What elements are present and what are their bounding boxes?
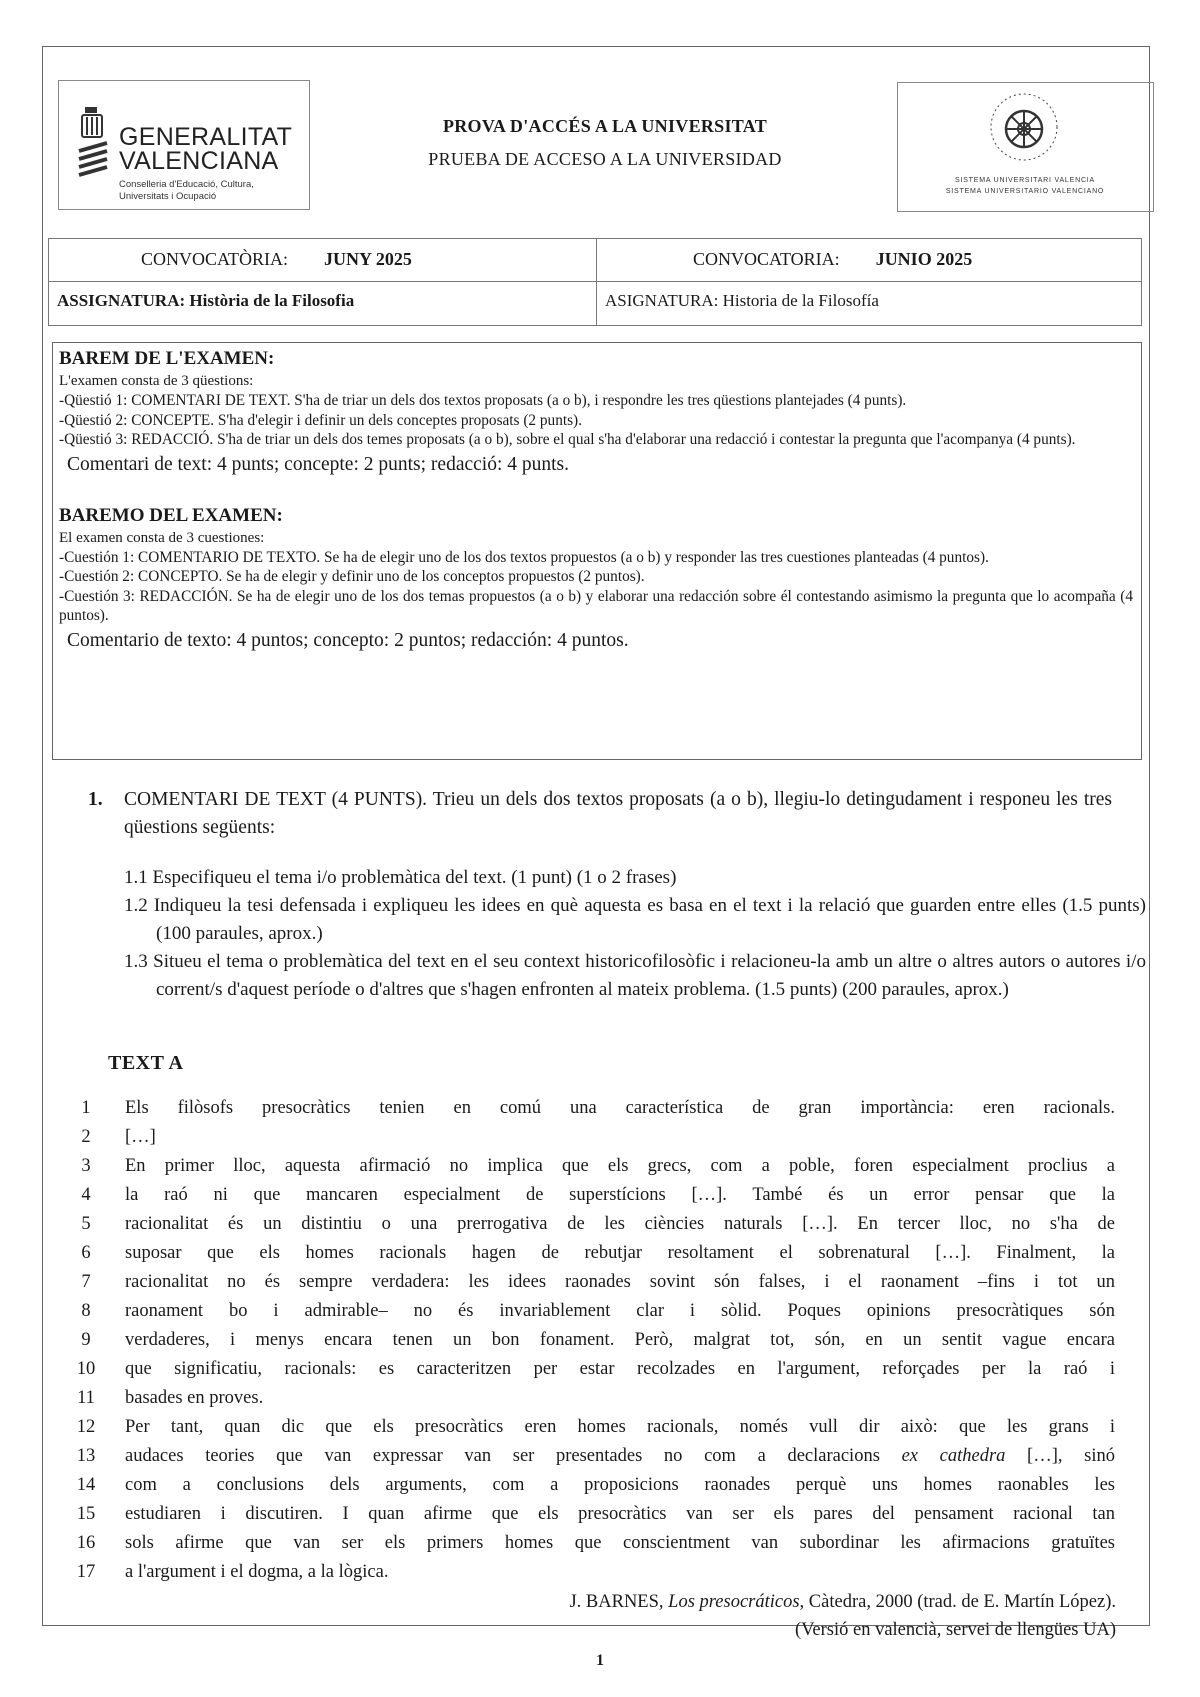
- line-text-part: […], sinó: [1005, 1446, 1115, 1466]
- line-number: 5: [81, 1214, 91, 1234]
- line-number: 9: [81, 1330, 91, 1350]
- text-line: [70, 1558, 1120, 1587]
- barem-q3-ca: -Qüestió 3: REDACCIÓ. S'ha de triar un dels dos temes proposats (a o b), sobre el qual s'ha d'elaborar una redacció i contestar la pregunta que l'acompanya (4 punts).: [59, 431, 1076, 448]
- subject-valencian: ASSIGNATURA: Història de la Filosofia: [57, 291, 355, 310]
- question-1-heading: [88, 786, 1112, 842]
- barem-title-ca: BAREM DE L'EXAMEN:: [59, 348, 275, 369]
- text-line: [70, 1152, 1120, 1181]
- convocatoria-value-ca: JUNY 2025: [324, 249, 412, 269]
- line-text: sols afirme que van ser els primers homes que conscientment van subordinar les afirmacions gratuïtes: [125, 1533, 1115, 1553]
- line-number: 3: [81, 1156, 91, 1176]
- text-line: [70, 1094, 1120, 1123]
- title-valencian: PROVA D'ACCÉS A LA UNIVERSITAT: [442, 116, 768, 136]
- line-number: 8: [81, 1301, 91, 1321]
- generalitat-name-line2: VALENCIANA: [119, 147, 279, 175]
- line-text: estudiaren i discutiren. I quan afirme que els presocràtics van ser els pares del pensament racional tan: [125, 1504, 1115, 1524]
- barem-summary-es: Comentario de texto: 4 puntos; concepto: 2 puntos; redacción: 4 puntos.: [67, 629, 629, 651]
- text-a-body: [70, 1094, 1120, 1587]
- line-text-italic: ex cathedra: [901, 1446, 1006, 1466]
- text-line: [70, 1239, 1120, 1268]
- line-text: a l'argument i el dogma, a la lògica.: [125, 1562, 389, 1582]
- text-line: [70, 1471, 1120, 1500]
- line-number: 14: [76, 1475, 96, 1495]
- text-line: [70, 1529, 1120, 1558]
- title-spanish: PRUEBA DE ACCESO A LA UNIVERSIDAD: [428, 149, 782, 169]
- text-line: [70, 1384, 1120, 1413]
- citation-title: Los presocráticos,: [668, 1592, 805, 1612]
- exam-info-table: [48, 238, 1142, 326]
- convocatoria-label-es: CONVOCATORIA:: [693, 249, 840, 269]
- generalitat-emblem-icon: [77, 107, 109, 179]
- text-line: [70, 1500, 1120, 1529]
- citation-line2: (Versió en valencià, servei de llengües UA): [794, 1620, 1116, 1640]
- subquestion-1-1: 1.1 Especifiqueu el tema i/o problemàtica del text. (1 punt) (1 o 2 frases): [124, 867, 677, 888]
- department-line2: Universitats i Ocupació: [119, 191, 217, 202]
- barem-q2-es: -Cuestión 2: CONCEPTO. Se ha de elegir y definir uno de los conceptos propuestos (2 puntos).: [59, 568, 645, 585]
- university-system-logo-box: [897, 82, 1154, 212]
- text-a-citation: [569, 1588, 1116, 1644]
- line-text: Els filòsofs presocràtics tenien en comú una característica de gran importància: eren racionals.: [125, 1098, 1115, 1118]
- line-text: En primer lloc, aquesta afirmació no implica que els grecs, com a poble, foren especialment proclius a: [125, 1156, 1115, 1176]
- line-text: [125, 1442, 1115, 1471]
- text-line: [70, 1123, 1120, 1152]
- text-line: [70, 1355, 1120, 1384]
- line-text: que significatiu, racionals: es caracteritzen per estar recolzades en l'argument, reforçades per la raó i: [125, 1359, 1115, 1379]
- line-number: 15: [76, 1504, 96, 1524]
- university-system-line1: SISTEMA UNIVERSITARI VALENCIÀ: [954, 177, 1096, 184]
- barem-q2-ca: -Qüestió 2: CONCEPTE. S'ha d'elegir i definir un dels conceptes proposats (2 punts).: [59, 411, 582, 429]
- barem-q1-es: -Cuestión 1: COMENTARIO DE TEXTO. Se ha de elegir uno de los dos textos propuestos (a o b) y responder las tres cuestiones planteadas (4 puntos).: [59, 548, 989, 566]
- line-number: 17: [76, 1562, 96, 1582]
- exam-header: [370, 116, 840, 170]
- line-number: 7: [81, 1272, 91, 1292]
- department-line1: Conselleria d'Educació, Cultura,: [119, 179, 254, 190]
- text-line: [70, 1326, 1120, 1355]
- barem-intro-ca: L'examen consta de 3 qüestions:: [59, 373, 254, 389]
- line-text-part: audaces teories que van expressar van ser presentades no com a declaracions: [125, 1446, 880, 1466]
- generalitat-name-line1: GENERALITAT: [119, 123, 293, 151]
- grading-scheme-box: [52, 342, 1142, 760]
- barem-summary-ca: Comentari de text: 4 punts; concepte: 2 punts; redacció: 4 punts.: [67, 453, 570, 475]
- line-number: 4: [81, 1185, 91, 1205]
- line-number: 16: [76, 1533, 96, 1553]
- line-text: com a conclusions dels arguments, com a proposicions raonades perquè uns homes raonables les: [125, 1475, 1115, 1495]
- line-number: 11: [77, 1388, 95, 1408]
- text-line: [70, 1413, 1120, 1442]
- barem-q1-ca: -Qüestió 1: COMENTARI DE TEXT. S'ha de triar un dels dos textos proposats (a o b), i respondre les tres qüestions plantejades (4 punts).: [59, 392, 907, 409]
- line-number: 10: [76, 1359, 96, 1379]
- line-text: verdaderes, i menys encara tenen un bon fonament. Però, malgrat tot, són, en un sentit vague encara: [125, 1330, 1115, 1350]
- line-text: raonament bo i admirable– no és invariablement clar i sòlid. Poques opinions presocràtiques són: [125, 1301, 1115, 1321]
- barem-title-es: BAREMO DEL EXAMEN:: [59, 504, 283, 526]
- line-number: 12: [76, 1417, 96, 1437]
- line-number: 13: [76, 1446, 96, 1466]
- university-system-line2: SISTEMA UNIVERSITARIO VALENCIANO: [945, 188, 1105, 195]
- citation-author: J. BARNES,: [569, 1592, 664, 1612]
- convocatoria-label-ca: CONVOCATÒRIA:: [141, 249, 289, 269]
- convocatoria-valencian: [141, 249, 412, 270]
- question-1-text: COMENTARI DE TEXT (4 PUNTS). Trieu un dels dos textos proposats (a o b), llegiu-lo detingudament i responeu les tres qüestions següents:: [124, 789, 1112, 838]
- subquestion-1-3: 1.3 Situeu el tema o problemàtica del text en el seu context historicofilosòfic i relacioneu-la amb un altre o altres autors o autores i/o corrent/s d'aquest període o d'altres que s'hagen enfronten al mateix problema. (1.5 punts) (200 paraules, aprox.): [124, 951, 1146, 1000]
- line-text: racionalitat és un distintiu o una prerrogativa de les ciències naturals […]. En tercer lloc, no s'ha de: [125, 1214, 1115, 1234]
- subject-spanish: ASIGNATURA: Historia de la Filosofía: [605, 291, 879, 310]
- barem-intro-es: El examen consta de 3 cuestiones:: [59, 529, 265, 546]
- text-line: [70, 1442, 1120, 1471]
- text-line: [70, 1181, 1120, 1210]
- barem-q3-es: -Cuestión 3: REDACCIÓN. Se ha de elegir uno de los dos temas propuestos (a o b) y elaborar una redacción sobre él contestando asimismo la pregunta que lo acompaña (4 puntos).: [59, 587, 1133, 624]
- subquestion-1-2: 1.2 Indiqueu la tesi defensada i expliqueu les idees en què aquesta es basa en el text i la relació que guarden entre elles (1.5 punts) (100 paraules, aprox.): [124, 895, 1146, 944]
- convocatoria-spanish: [693, 249, 972, 270]
- text-a-title: TEXT A: [108, 1052, 184, 1074]
- text-line: [70, 1210, 1120, 1239]
- page-number: 1: [596, 1652, 604, 1669]
- line-number: 6: [81, 1243, 91, 1263]
- generalitat-logo-box: [58, 80, 310, 210]
- line-text: racionalitat no és sempre verdadera: les idees raonades sovint són falses, i el raonament –fins i tot un: [125, 1272, 1115, 1292]
- university-seal-icon: [988, 91, 1060, 163]
- text-line: [70, 1268, 1120, 1297]
- line-text: Per tant, quan dic que els presocràtics eren homes racionals, només vull dir això: que les grans i: [125, 1417, 1115, 1437]
- text-line: [70, 1297, 1120, 1326]
- citation-rest: Càtedra, 2000 (trad. de E. Martín López).: [808, 1592, 1116, 1612]
- line-number: 1: [81, 1098, 91, 1118]
- convocatoria-value-es: JUNIO 2025: [875, 249, 973, 269]
- line-number: 2: [81, 1127, 91, 1147]
- line-text: basades en proves.: [125, 1388, 264, 1408]
- citation-line1: [569, 1588, 1116, 1616]
- line-text: suposar que els homes racionals hagen de rebutjar resoltament el sobrenatural […]. Finalment, la: [125, 1243, 1115, 1263]
- line-text: […]: [125, 1127, 156, 1147]
- question-1-number: 1.: [88, 789, 103, 810]
- line-text: la raó ni que mancaren especialment de superstícions […]. També és un error pensar que la: [125, 1185, 1115, 1205]
